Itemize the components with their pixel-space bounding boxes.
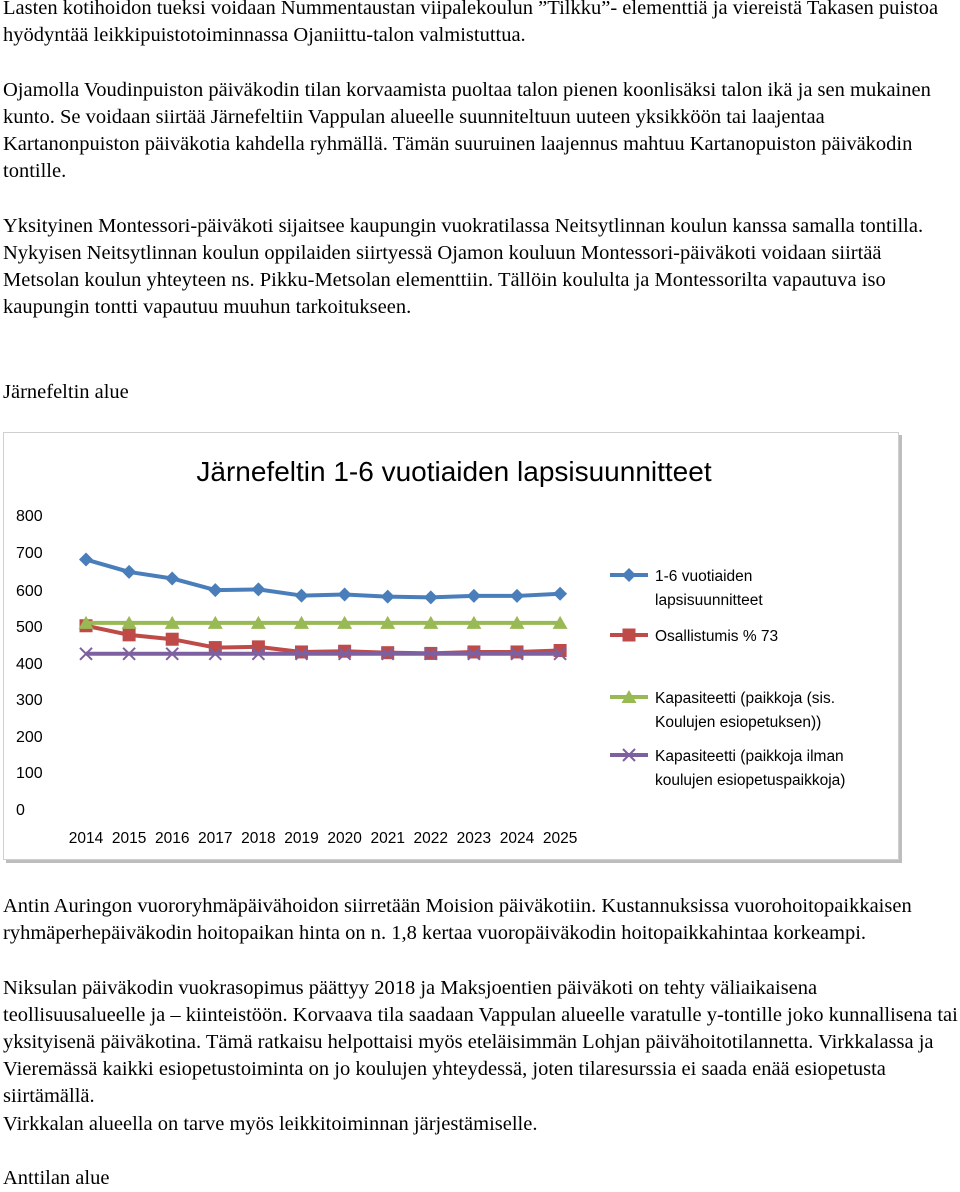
x-tick-label: 2024 (499, 830, 535, 847)
data-point (381, 590, 395, 604)
y-tick-label: 0 (16, 802, 25, 819)
data-point (338, 645, 351, 658)
x-tick-label: 2018 (241, 830, 276, 847)
data-point (467, 589, 481, 603)
x-tick-label: 2017 (198, 830, 233, 847)
section-heading-jarnefelt: Järnefeltin alue (3, 381, 129, 403)
y-tick-label: 200 (16, 729, 43, 746)
legend-label: Osallistumis % 73 (655, 628, 779, 645)
legend-label: Kapasiteetti (paikkoja ilman (655, 748, 844, 765)
paragraph-virkkala: Virkkalan alueella on tarve myös leikkitoiminnan järjestämiselle. (3, 1113, 538, 1135)
paragraph-montessori: Yksityinen Montessori-päiväkoti sijaitsee kaupungin vuokratilassa Neitsytlinnan koulun kanssa samalla tontilla. Nykyisen Neitsytlinnan koulun oppilaiden siirtyessä Ojamon kouluun Montessori-päiväkoti voidaan siirtää Metsolan koulun yhteyteen ns. Pikku-Metsolan elementtiin. Tällöin koululta ja Montessorilta vapautuva iso kaupungin tontti vapautuu muuhun tarkoitukseen. (3, 215, 924, 318)
legend-marker (622, 568, 636, 582)
legend-label: Kapasiteetti (paikkoja (sis. (655, 690, 836, 707)
x-tick-label: 2021 (370, 830, 405, 847)
legend-label: koulujen esiopetuspaikkoja) (655, 772, 846, 789)
y-tick-label: 800 (16, 508, 43, 525)
series-line-2 (86, 626, 560, 654)
x-tick-label: 2022 (413, 830, 449, 847)
data-point (338, 587, 352, 601)
y-tick-label: 300 (16, 692, 43, 709)
data-point (122, 565, 136, 579)
y-tick-label: 100 (16, 765, 43, 782)
chart-title: Järnefeltin 1-6 vuotiaiden lapsisuunnitteet (196, 456, 712, 487)
data-point (79, 553, 93, 567)
legend-label: lapsisuunnitteet (655, 592, 763, 609)
data-point (208, 583, 222, 597)
data-point (510, 589, 524, 603)
chart-container (3, 432, 899, 860)
data-point (166, 633, 179, 646)
paragraph-voudinpuisto: Ojamolla Voudinpuiston päiväkodin tilan korvaamista puoltaa talon pienen koonlisäksi talon ikä ja sen mukainen kunto. Se voidaan siirtää Järnefeltiin Vappulan alueelle suunniteltuun uuteen yksikköön tai laajentaa Kartanonpuiston päiväkotia kahdella ryhmällä. Tämän suuruinen laajennus mahtuu Kartanopuiston päiväkodin tontille. (3, 79, 931, 182)
data-point (424, 590, 438, 604)
data-point (295, 589, 309, 603)
legend-label: 1-6 vuotiaiden (655, 568, 753, 585)
x-tick-label: 2019 (284, 830, 319, 847)
data-point (251, 582, 265, 596)
y-tick-label: 500 (16, 619, 43, 636)
x-tick-label: 2015 (111, 830, 147, 847)
x-tick-label: 2014 (68, 830, 104, 847)
x-tick-label: 2025 (542, 830, 578, 847)
line-chart (4, 433, 900, 861)
y-tick-label: 600 (16, 583, 43, 600)
legend-label: Koulujen esiopetuksen)) (655, 714, 822, 731)
paragraph-niksula: Niksulan päiväkodin vuokrasopimus päättyy 2018 ja Maksjoentien päiväkoti on tehty väliaikaisena teollisuusalueelle ja – kiinteistöön. Korvaava tila saadaan Vappulan alueelle varatulle y-tontille joko kunnallisena tai yksityisenä päiväkotina. Tämä ratkaisu helpottaisi myös eteläisimmän Lohjan päivähoitotilannetta. Virkkalassa ja Vieremässä kaikki esiopetustoiminta on jo koulujen yhteydessä, joten tilaresurssia ei saada enää esiopetusta siirtämällä. (3, 977, 958, 1107)
legend-marker (623, 629, 636, 642)
y-tick-label: 700 (16, 545, 43, 562)
paragraph-antin-aurinko: Antin Auringon vuororyhmäpäivähoidon siirretään Moision päiväkotiin. Kustannuksissa vuorohoitopaikkaisen ryhmäperhepäiväkodin hoitopaikan hinta on n. 1,8 kertaa vuoropäiväkodin hoitopaikkahintaa korkeampi. (3, 895, 912, 944)
y-tick-label: 400 (16, 656, 43, 673)
series-line-1 (86, 560, 560, 598)
data-point (252, 640, 265, 653)
section-heading-anttila: Anttilan alue (3, 1167, 110, 1189)
data-point (553, 587, 567, 601)
x-tick-label: 2016 (154, 830, 190, 847)
data-point (165, 571, 179, 585)
paragraph-kotihoidon-tuki: Lasten kotihoidon tueksi voidaan Nummentaustan viipalekoulun ”Tilkku”- elementtiä ja viereistä Takasen puistoa hyödyntää leikkipuistotoiminnassa Ojaniittu-talon valmistuttua. (3, 0, 939, 46)
x-tick-label: 2023 (456, 830, 492, 847)
data-point (123, 628, 136, 641)
x-tick-label: 2020 (327, 830, 362, 847)
